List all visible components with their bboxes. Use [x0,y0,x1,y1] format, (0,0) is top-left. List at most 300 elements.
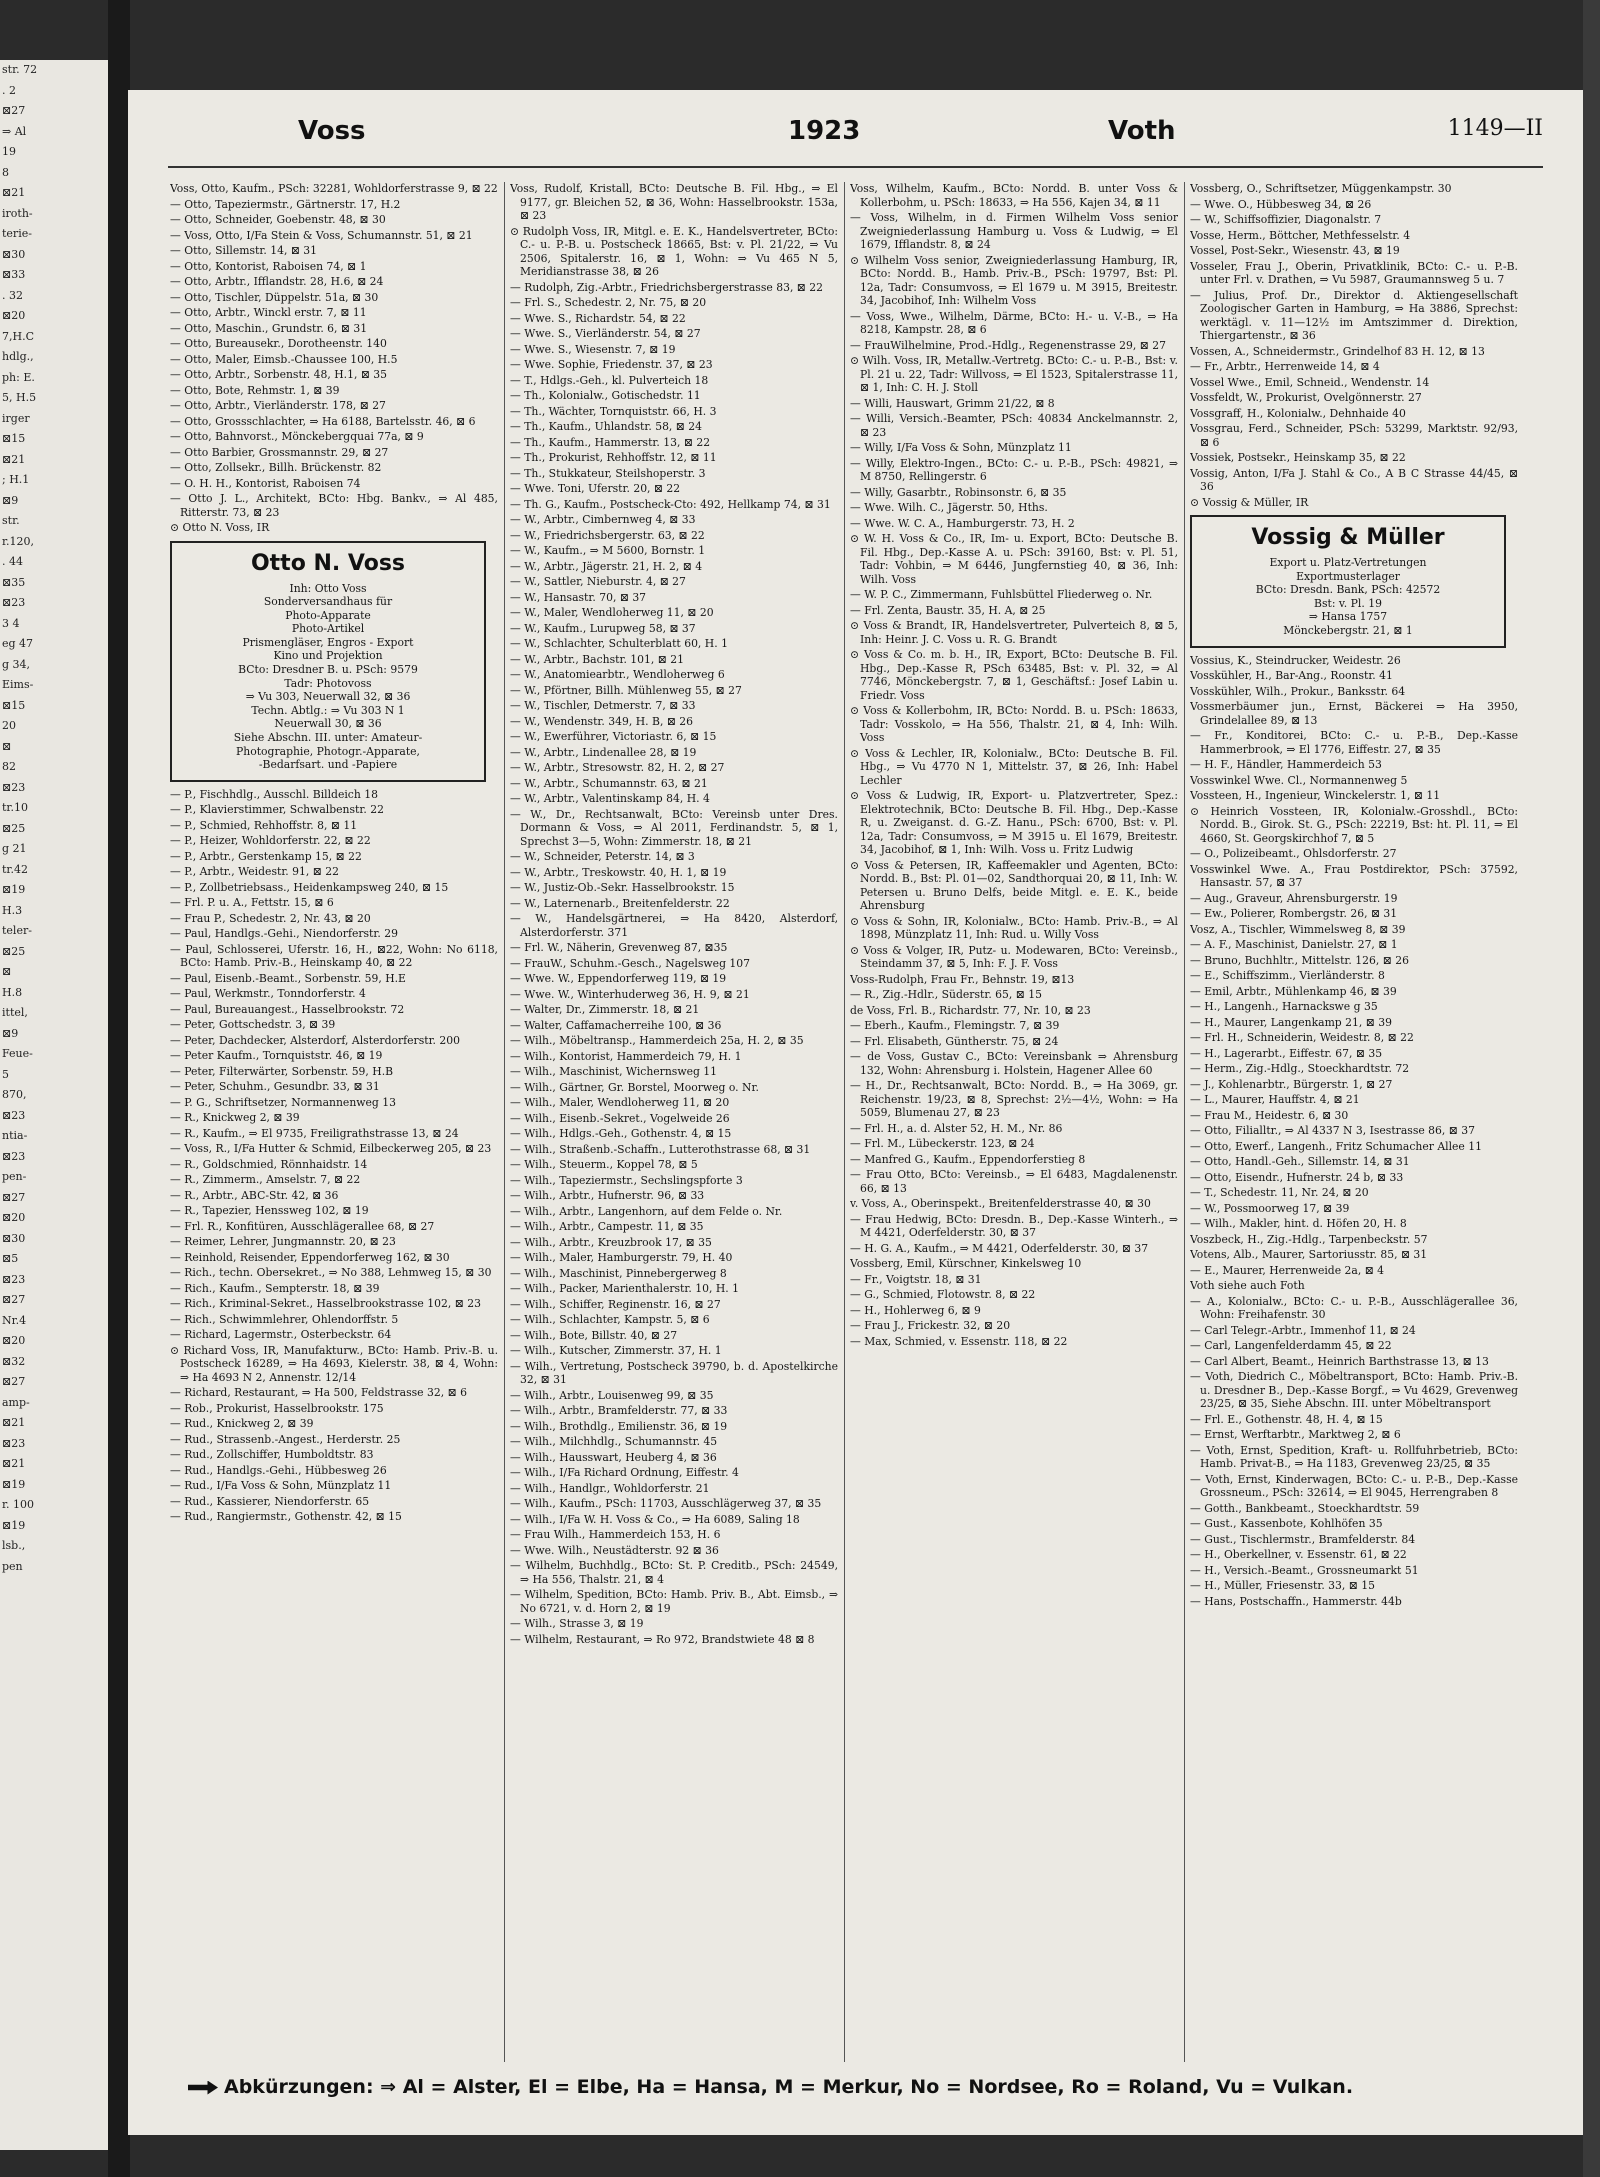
directory-entry: — Fr., Konditorei, BCto: C.- u. P.-B., Dep.-Kasse Hammerbrook, ⇒ El 1776, Eiffestr. 27, ⊠ 35 [1190,729,1518,756]
directory-entry: — Gust., Kassenbote, Kohlhöfen 35 [1190,1517,1383,1531]
directory-entry: ⊙ Heinrich Vossteen, IR, Kolonialw.-Grosshdl., BCto: Nordd. B., Girok. St. G., PSch: 22219, Bst: ht. Pl. 11, ⇒ El 4660, St. Georgskirchhof 7, ⊠ 5 [1190,804,1518,845]
previous-page-fragment-line: ⊠ [2,965,12,978]
directory-entry: — Frl. H., Schneiderin, Weidestr. 8, ⊠ 22 [1190,1031,1414,1045]
previous-page-fragment-line: eg 47 [2,637,34,650]
directory-entry: — Wilh., Kutscher, Zimmerstr. 37, H. 1 [510,1344,722,1357]
advertisement-line: BCto: Dresdn. Bank, PSch: 42572 [1255,583,1441,597]
directory-entry: — A., Kolonialw., BCto: C.- u. P.-B., Ausschlägerallee 36, Wohn: Freihafenstr. 30 [1190,1294,1518,1322]
previous-page-fragment-line: ⊠19 [2,1477,26,1491]
directory-entry: — P., Schmied, Rehhoffstr. 8, ⊠ 11 [170,818,358,832]
directory-entry: — Otto, Kontorist, Raboisen 74, ⊠ 1 [170,259,367,273]
directory-entry: — H., Maurer, Langenkamp 21, ⊠ 39 [1190,1015,1392,1029]
previous-page-fragment [0,60,111,2150]
previous-page-fragment-line: ⊠21 [2,452,26,466]
directory-entry: — Willy, Gasarbtr., Robinsonstr. 6, ⊠ 35 [850,485,1067,499]
directory-entry: Vossen, A., Schneidermstr., Grindelhof 83 H. 12, ⊠ 13 [1190,344,1485,358]
directory-entry: Voss, Wilhelm, Kaufm., BCto: Nordd. B. unter Voss & Kollerbohm, u. PSch: 18633, ⇒ Ha 556, Kajen 34, ⊠ 11 [850,182,1178,209]
previous-page-fragment-line: ⊠33 [2,268,26,281]
directory-entry: ⊙ Rudolph Voss, IR, Mitgl. e. E. K., Handelsvertreter, BCto: C.- u. P.-B. u. Postscheck 18665, Bst: v. Pl. 21/22, ⇒ Vu 2506, Spitalerstr. 16, ⊠ 1, Wohn: ⇒ Vu 465 N 5, Meridianstrasse 38, ⊠ 26 [510,224,838,278]
column-2-entries [510,182,838,1646]
directory-entry: — FrauWilhelmine, Prod.-Hdlg., Regenenstrasse 29, ⊠ 27 [850,338,1167,352]
directory-entry: — Wilh., Möbeltransp., Hammerdeich 25a, H. 2, ⊠ 35 [510,1034,804,1047]
previous-page-fragment-line: ⊠19 [2,1518,26,1532]
directory-entry: — R., Zimmerm., Amselstr. 7, ⊠ 22 [170,1173,361,1187]
previous-page-fragment-line: H.3 [2,903,23,917]
previous-page-fragment-line: ⊠25 [2,821,26,835]
directory-entry: Vosskühler, Wilh., Prokur., Banksstr. 64 [1190,684,1406,698]
directory-entry: Vossius, K., Steindrucker, Weidestr. 26 [1190,653,1401,667]
previous-page-fragment-line: ⊠19 [2,883,26,896]
directory-entry: — H., Oberkellner, v. Essenstr. 61, ⊠ 22 [1190,1548,1407,1562]
directory-entry: — W., Arbtr., Valentinskamp 84, H. 4 [510,792,710,805]
directory-entry: — Wilh., Eisenb.-Sekret., Vogelweide 26 [510,1111,730,1125]
previous-page-fragment-line: ⊠30 [2,247,26,261]
directory-entry: — Herm., Zig.-Hdlg., Stoeckhardtstr. 72 [1190,1062,1410,1076]
previous-page-fragment-line: hdlg., [2,350,34,363]
directory-entry: — P., Heizer, Wohldorferstr. 22, ⊠ 22 [170,834,371,848]
previous-page-fragment-line: g 21 [2,842,27,855]
directory-entry: — R., Goldschmied, Rönnhaidstr. 14 [170,1157,368,1171]
previous-page-fragment-line: str. [2,514,20,527]
book-gutter [108,0,130,2177]
previous-page-fragment-line: . 44 [2,555,23,568]
previous-page-fragment-line: . 2 [2,83,16,97]
directory-entry: — Voss, Wilhelm, in d. Firmen Wilhelm Voss senior Zweigniederlassung Hamburg u. Voss & Ludwig, ⇒ El 1679, Ifflandstr. 8, ⊠ 24 [850,211,1178,251]
directory-columns [170,182,1525,2062]
abbreviations-text: Abkürzungen: ⇒ Al = Alster, El = Elbe, Ha = Hansa, M = Merkur, No = Nordsee, Ro = Roland, Vu = Vulkan. [224,2076,1354,2098]
directory-entry: — Rich., Schwimmlehrer, Ohlendorffstr. 5 [170,1312,399,1326]
directory-entry: — Bruno, Buchhltr., Mittelstr. 126, ⊠ 26 [1190,953,1409,967]
directory-entry: — W., Anatomiearbtr., Wendloherweg 6 [510,668,725,681]
directory-entry: — Peter, Filterwärter, Sorbenstr. 59, H.B [170,1064,394,1078]
previous-page-fragment-line: teler- [2,924,32,937]
directory-entry: — R., Tapezier, Henssweg 102, ⊠ 19 [170,1204,369,1218]
previous-page-fragment-line: pen [2,1559,23,1573]
advertisement-line: Sonderversandhaus für [263,595,393,609]
directory-entry: — Wilh., Arbtr., Hufnerstr. 96, ⊠ 33 [510,1189,705,1202]
directory-entry: — Wilh., Makler, hint. d. Höfen 20, H. 8 [1190,1217,1407,1231]
directory-entry: — Rud., Handlgs.-Gehi., Hübbesweg 26 [170,1463,387,1477]
directory-entry: — W., Friedrichsbergerstr. 63, ⊠ 22 [510,528,705,542]
directory-entry: — Wilhelm, Spedition, BCto: Hamb. Priv. B., Abt. Eimsb., ⇒ No 6721, v. d. Horn 2, ⊠ 19 [510,1588,838,1615]
directory-entry: — Otto, Zollsekr., Billh. Brückenstr. 82 [170,461,382,474]
previous-page-fragment-line: 5 [2,1067,9,1081]
directory-entry: — Wwe. S., Richardstr. 54, ⊠ 22 [510,311,686,325]
column-rule [1184,182,1185,2062]
directory-entry: — Ernst, Werftarbtr., Marktweg 2, ⊠ 6 [1190,1428,1401,1442]
column-3-entries [850,182,1178,1348]
directory-entry: — Reinhold, Reisender, Eppendorferweg 162, ⊠ 30 [170,1250,450,1264]
previous-page-fragment-line: ph: E. [2,370,35,384]
previous-page-fragment-line: ⊠30 [2,1231,26,1245]
directory-entry: — Wilh., Hausswart, Heuberg 4, ⊠ 36 [510,1450,717,1464]
advertisement-line: Photo-Apparate [285,608,371,622]
directory-entry: Voth siehe auch Foth [1190,1279,1305,1293]
directory-entry: ⊙ Wilh. Voss, IR, Metallw.-Vertretg. BCto: C.- u. P.-B., Bst: v. Pl. 21 u. 22, Tadr: Willvoss, ⇒ El 1523, Spitalerstrasse 11, ⊠ 1, Inh: C. H. J. Stoll [850,354,1178,394]
running-head-left: Voss [298,116,366,146]
previous-page-fragment-line: ; H.1 [2,473,30,486]
directory-entry: Vosskühler, H., Bar-Ang., Roonstr. 41 [1190,669,1393,683]
directory-entry: ⊙ Voss & Ludwig, IR, Export- u. Platzvertreter, Spez.: Elektrotechnik, BCto: Deutsche B. Fil. Hbg., Dep.-Kasse R, u. Zweiganst. d. G.-Z. Hanu., PSch: 6700, Bst: v. Pl. 12a, Tadr: Consumvoss, ⇒ M 3915 u. El 1679, Breitestr. 34, Jacobihof, ⊠ 1, Inh: Wilh. Voss u. Fritz Ludwig [850,789,1178,856]
previous-page-fragment-line: 870, [2,1088,27,1101]
directory-entry: — Frau Hedwig, BCto: Dresdn. B., Dep.-Kasse Winterh., ⇒ M 4421, Oderfelderstr. 30, ⊠ 37 [850,1212,1178,1239]
directory-entry: — W., Tischler, Detmerstr. 7, ⊠ 33 [510,699,696,712]
directory-entry: — Frl. P. u. A., Fettstr. 15, ⊠ 6 [170,896,334,910]
previous-page-fragment-line: ⊠21 [2,1416,26,1429]
directory-entry: — Frl. W., Näherin, Grevenweg 87, ⊠35 [510,941,728,954]
directory-entry: — W., Pförtner, Billh. Mühlenweg 55, ⊠ 27 [510,683,742,697]
directory-entry: — Wilh., Kontorist, Hammerdeich 79, H. 1 [510,1049,742,1063]
previous-page-fragment-line: iroth- [2,206,33,220]
directory-entry: Voszbeck, H., Zig.-Hdlg., Tarpenbeckstr. 57 [1190,1232,1428,1246]
directory-entry: — Rudolph, Zig.-Arbtr., Friedrichsbergerstrasse 83, ⊠ 22 [510,280,824,294]
directory-entry: — E., Schiffszimm., Vierländerstr. 8 [1190,969,1385,983]
directory-entry: — Wilh., Hdlgs.-Geh., Gothenstr. 4, ⊠ 15 [510,1127,732,1140]
previous-page-fragment-line: 3 4 [2,616,20,630]
directory-entry: — Wilh., Maschinist, Wichernsweg 11 [510,1065,718,1078]
previous-page-fragment-line: ⊠32 [2,1354,26,1368]
directory-entry: — Wwe. Sophie, Friedenstr. 37, ⊠ 23 [510,358,713,371]
directory-entry: — Otto Barbier, Grossmannstr. 29, ⊠ 27 [170,445,389,459]
directory-entry: — Frl. E., Gothenstr. 48, H. 4, ⊠ 15 [1190,1412,1383,1426]
directory-entry: — Otto, Bahnvorst., Mönckebergquai 77a, ⊠ 9 [170,430,424,443]
previous-page-fragment-line: 82 [2,760,16,773]
advertisement-line: Siehe Abschn. III. unter: Amateur- [233,731,423,745]
directory-entry: — Th., Wächter, Tornquiststr. 66, H. 3 [510,404,717,418]
directory-entry: Vossgrau, Ferd., Schneider, PSch: 53299, Marktstr. 92/93, ⊠ 6 [1190,422,1518,449]
directory-entry: — Wilh., Bote, Billstr. 40, ⊠ 27 [510,1328,678,1342]
previous-page-fragment-line: ⊠20 [2,1211,26,1224]
previous-page-fragment-line: 19 [2,145,16,158]
directory-entry: — Rud., Strassenb.-Angest., Herderstr. 25 [170,1432,401,1446]
previous-page-fragment-line: ⊠23 [2,1436,26,1450]
previous-page-fragment-line: ⊠20 [2,1334,26,1347]
directory-entry: — W., Sattler, Nieburstr. 4, ⊠ 27 [510,575,686,588]
directory-entry: — Rud., Zollschiffer, Humboldtstr. 83 [170,1448,374,1462]
previous-page-fragment-line: ⊠ [2,739,12,753]
directory-entry: — Wilh., Arbtr., Louisenweg 99, ⊠ 35 [510,1388,714,1402]
directory-entry: — Voth, Ernst, Kinderwagen, BCto: C.- u. P.-B., Dep.-Kasse Grossneum., PSch: 32614, ⇒ El 9045, Herrengraben 8 [1190,1472,1518,1500]
directory-entry: Voss, Rudolf, Kristall, BCto: Deutsche B. Fil. Hbg., ⇒ El 9177, gr. Bleichen 52, ⊠ 36, Wohn: Hasselbrookstr. 153a, ⊠ 23 [510,182,838,222]
directory-entry: Vosswinkel Wwe. A., Frau Postdirektor, PSch: 37592, Hansastr. 57, ⊠ 37 [1190,862,1518,890]
directory-entry: — Walter, Caffamacherreihe 100, ⊠ 36 [510,1018,722,1032]
directory-entry: — W., Justiz-Ob.-Sekr. Hasselbrookstr. 15 [510,881,735,894]
directory-entry: — W., Schiffsoffizier, Diagonalstr. 7 [1190,213,1382,226]
directory-entry: Vossgraff, H., Kolonialw., Dehnhaide 40 [1190,406,1406,420]
previous-page-fragment-line: 20 [2,719,16,732]
directory-entry: — G., Schmied, Flotowstr. 8, ⊠ 22 [850,1288,1036,1301]
directory-entry: — Voss, Otto, I/Fa Stein & Voss, Schumannstr. 51, ⊠ 21 [170,228,473,242]
directory-entry: — Frau Wilh., Hammerdeich 153, H. 6 [510,1528,721,1541]
directory-entry: Vossel, Post-Sekr., Wiesenstr. 43, ⊠ 19 [1190,244,1400,257]
directory-entry: — J., Kohlenarbtr., Bürgerstr. 1, ⊠ 27 [1190,1077,1393,1091]
previous-page-fragment-line: Nr.4 [2,1313,27,1327]
directory-entry: — L., Maurer, Hauffstr. 4, ⊠ 21 [1190,1093,1360,1107]
directory-entry: — Wwe. W., Eppendorferweg 119, ⊠ 19 [510,972,727,985]
previous-page-fragment-line: ⊠27 [2,104,26,117]
directory-entry: v. Voss, A., Oberinspekt., Breitenfelderstrasse 40, ⊠ 30 [850,1197,1151,1210]
page-header [128,98,1583,168]
directory-entry: — Otto, Grossschlachter, ⇒ Ha 6188, Bartelsstr. 46, ⊠ 6 [170,414,476,428]
directory-entry: — Wilh., Tapeziermstr., Sechslingspforte 3 [510,1173,743,1187]
directory-entry: Vossmerbäumer jun., Ernst, Bäckerei ⇒ Ha 3950, Grindelallee 89, ⊠ 13 [1190,700,1518,727]
advertisement-lines [178,582,478,772]
pointing-hand-icon [188,2081,218,2095]
directory-entry: — Wilh., I/Fa Richard Ordnung, Eiffestr. 4 [510,1466,739,1479]
directory-entry: — Rich., techn. Obersekret., ⇒ No 388, Lehmweg 15, ⊠ 30 [170,1266,492,1280]
directory-entry: ⊙ Wilhelm Voss senior, Zweigniederlassung Hamburg, IR, BCto: Nordd. B., Hamb. Priv.-B., PSch: 19797, Bst: Pl. 12a, Tadr: Consumvoss, ⇒ El 1679 u. M 3915, Breitestr. 34, Jacobihof, Inh: Wilhelm Voss [850,253,1178,307]
abbreviations-footer [188,2076,1543,2098]
directory-entry: — Carl Albert, Beamt., Heinrich Barthstrasse 13, ⊠ 13 [1190,1354,1489,1368]
directory-entry: — Th., Kaufm., Uhlandstr. 58, ⊠ 24 [510,420,703,433]
directory-entry: — Willy, Elektro-Ingen., BCto: C.- u. P.-B., PSch: 49821, ⇒ M 8750, Rellingerstr. 6 [850,456,1178,483]
directory-entry: — Wwe. W., Winterhuderweg 36, H. 9, ⊠ 21 [510,987,750,1001]
directory-entry: ⊙ Otto N. Voss, IR [170,521,270,534]
directory-entry: — W., Ewerführer, Victoriastr. 6, ⊠ 15 [510,730,717,743]
previous-page-fragment-line: ⊠21 [2,186,26,199]
directory-entry: — W., Maler, Wendloherweg 11, ⊠ 20 [510,606,714,619]
directory-entry: — Wilh., Vertretung, Postscheck 39790, b. d. Apostelkirche 32, ⊠ 31 [510,1359,838,1386]
directory-entry: — Wwe. Wilh. C., Jägerstr. 50, Hths. [850,501,1048,514]
column-rule [504,182,505,2062]
directory-entry: — Rich., Kriminal-Sekret., Hasselbrookstrasse 102, ⊠ 23 [170,1297,481,1311]
directory-entry: — Otto, Ewerf., Langenh., Fritz Schumacher Allee 11 [1190,1139,1482,1153]
previous-page-fragment-line: ⇒ Al [2,124,27,138]
advertisement-line: -Bedarfsart. und -Papiere [258,758,398,772]
directory-entry: — T., Hdlgs.-Geh., kl. Pulverteich 18 [510,373,709,387]
directory-entry: ⊙ Voss & Lechler, IR, Kolonialw., BCto: Deutsche B. Fil. Hbg., ⇒ Vu 4770 N 1, Mittelstr. 37, ⊠ 26, Inh: Habel Lechler [850,746,1178,787]
column-1 [170,182,498,2062]
directory-entry: — Willi, Versich.-Beamter, PSch: 40834 Anckelmannstr. 2, ⊠ 23 [850,412,1178,439]
advertisement-title: Vossig & Müller [1251,525,1445,550]
page-edge [1583,0,1600,2177]
directory-entry: — Frau J., Frickestr. 32, ⊠ 20 [850,1319,1011,1332]
advertisement-title: Otto N. Voss [250,550,406,576]
directory-entry: ⊙ Vossig & Müller, IR [1190,495,1309,509]
directory-entry: — H., Versich.-Beamt., Grossneumarkt 51 [1190,1563,1419,1577]
directory-entry: — Frl. Zenta, Baustr. 35, H. A, ⊠ 25 [850,603,1046,617]
directory-entry: — Paul, Handlgs.-Gehi., Niendorferstr. 29 [170,927,398,941]
directory-entry: — W., Kaufm., ⇒ M 5600, Bornstr. 1 [510,544,706,557]
previous-page-fragment-line: ⊠23 [2,1272,26,1286]
previous-page-fragment-line: ⊠15 [2,698,26,712]
directory-entry: — Rud., Kassierer, Niendorferstr. 65 [170,1494,370,1508]
directory-entry: — P., Fischhdlg., Ausschl. Billdeich 18 [170,787,378,801]
directory-entry: — W., Possmoorweg 17, ⊠ 39 [1190,1201,1350,1215]
directory-entry: — Wilh., Arbtr., Campestr. 11, ⊠ 35 [510,1220,704,1233]
directory-entry: — Otto, Maler, Eimsb.-Chaussee 100, H.5 [170,352,398,366]
directory-entry: Vossberg, O., Schriftsetzer, Müggenkampstr. 30 [1190,182,1452,195]
advertisement-line: BCto: Dresdner B. u. PSch: 9579 [238,663,418,677]
column-rule [844,182,845,2062]
directory-entry: — Gust., Tischlermstr., Bramfelderstr. 84 [1190,1532,1416,1546]
previous-page-fragment-line: ⊠9 [2,1026,19,1040]
column-4-entries-b [1190,654,1518,1609]
directory-entry: — Wwe. Toni, Uferstr. 20, ⊠ 22 [510,482,681,495]
directory-entry: — O. H. H., Kontorist, Raboisen 74 [170,476,361,490]
directory-entry: — Voss, Wwe., Wilhelm, Därme, BCto: H.- u. V.-B., ⇒ Ha 8218, Kampstr. 28, ⊠ 6 [850,309,1178,336]
directory-entry: — Otto, Maschin., Grundstr. 6, ⊠ 31 [170,321,368,335]
directory-entry: — Rud., I/Fa Voss & Sohn, Münzplatz 11 [170,1479,392,1493]
directory-entry: — Th. G., Kaufm., Postscheck-Cto: 492, Hellkamp 74, ⊠ 31 [510,497,831,511]
previous-page-fragment-line: irger [2,411,30,425]
directory-entry: — Rich., Kaufm., Sempterstr. 18, ⊠ 39 [170,1281,380,1295]
directory-entry: — W., Schlachter, Schulterblatt 60, H. 1 [510,637,728,650]
directory-entry: — R., Zig.-Hdlr., Süderstr. 65, ⊠ 15 [850,988,1043,1001]
directory-entry: — Richard, Lagermstr., Osterbeckstr. 64 [170,1328,392,1342]
directory-entry: — Willy, I/Fa Voss & Sohn, Münzplatz 11 [850,441,1072,454]
advertisement-line: Neuerwall 30, ⊠ 36 [274,717,382,731]
directory-entry: — Voth, Ernst, Spedition, Kraft- u. Rollfuhrbetrieb, BCto: Hamb. Privat-B., ⇒ Ha 1183, Grevenweg 23/25, ⊠ 35 [1190,1443,1518,1471]
directory-entry: — W., Arbtr., Stresowstr. 82, H. 2, ⊠ 27 [510,761,725,774]
directory-entry: — Wilh., Strasse 3, ⊠ 19 [510,1617,644,1630]
directory-entry: — Voth, Diedrich C., Möbeltransport, BCto: Hamb. Priv.-B. u. Dresdner B., Dep.-Kasse Borgf., ⇒ Vu 4629, Grevenweg 23/25, ⊠ 35, Siehe Abschn. III. unter Möbeltransport [1190,1370,1518,1411]
directory-entry: — Wilh., Schiffer, Reginenstr. 16, ⊠ 27 [510,1297,721,1311]
directory-entry: — Wilh., Milchhdlg., Schumannstr. 45 [510,1435,718,1448]
advertisement-line: Kino und Projektion [273,649,383,663]
directory-page [128,90,1583,2135]
directory-entry: — Gotth., Bankbeamt., Stoeckhardtstr. 59 [1190,1501,1420,1515]
directory-entry: — H., Dr., Rechtsanwalt, BCto: Nordd. B., ⇒ Ha 3069, gr. Reichenstr. 19/23, ⊠ 8, Sprechst: 2½—4½, Wohn: ⇒ Ha 5059, Blumenau 27, ⊠ 23 [850,1079,1178,1119]
previous-page-fragment-line: r. 100 [2,1498,35,1511]
column-4 [1190,182,1518,2062]
directory-entry: Vosse, Herm., Böttcher, Methfesselstr. 4 [1190,228,1411,242]
column-2 [510,182,838,2062]
previous-page-fragment-line: ⊠9 [2,493,19,507]
directory-entry: — W., Arbtr., Cimbernweg 4, ⊠ 33 [510,513,696,526]
directory-entry: — Otto, Sillemstr. 14, ⊠ 31 [170,244,318,257]
directory-entry: — Julius, Prof. Dr., Direktor d. Aktiengesellschaft Zoologischer Garten in Hamburg, ⇒ Ha 3886, Sprechst: werktägl. v. 11—12½ im Amtszimmer d. Direktion, Thiergartenstr., ⊠ 36 [1190,288,1518,342]
directory-entry: — Frau Otto, BCto: Vereinsb., ⇒ El 6483, Magdalenenstr. 66, ⊠ 13 [850,1168,1178,1195]
directory-entry: — Wilh., Arbtr., Bramfelderstr. 77, ⊠ 33 [510,1404,728,1417]
directory-entry: — Rud., Rangiermstr., Gothenstr. 42, ⊠ 15 [170,1510,402,1524]
directory-entry: — W., Arbtr., Schumannstr. 63, ⊠ 21 [510,776,708,790]
directory-entry: Voss-Rudolph, Frau Fr., Behnstr. 19, ⊠13 [850,972,1075,986]
directory-entry: — A. F., Maschinist, Danielstr. 27, ⊠ 1 [1190,938,1398,952]
directory-entry: — Frl. S., Schedestr. 2, Nr. 75, ⊠ 20 [510,296,707,309]
previous-page-fragment-line: amp- [2,1395,30,1409]
directory-entry: — O., Polizeibeamt., Ohlsdorferstr. 27 [1190,847,1397,861]
directory-entry: — Paul, Bureauangest., Hasselbrookstr. 72 [170,1002,405,1016]
directory-entry: — Wilh., Brothdlg., Emilienstr. 36, ⊠ 19 [510,1419,728,1433]
directory-entry: — H. F., Händler, Hammerdeich 53 [1190,758,1382,772]
previous-page-fragment-line: ⊠20 [2,309,26,322]
previous-page-fragment-line: lsb., [2,1539,26,1552]
directory-entry: Voss, Otto, Kaufm., PSch: 32281, Wohldorferstrasse 9, ⊠ 22 [170,182,498,195]
directory-entry: Vosseler, Frau J., Oberin, Privatklinik, BCto: C.- u. P.-B. unter Frl. v. Drathen, ⇒ Vu 5987, Graumannsweg 5 u. 7 [1190,259,1518,286]
directory-entry: — Peter, Gottschedstr. 3, ⊠ 39 [170,1018,336,1032]
directory-entry: Vossiek, Postsekr., Heinskamp 35, ⊠ 22 [1190,451,1406,464]
previous-page-fragment-line: 5, H.5 [2,391,37,404]
directory-entry: — W., Schneider, Peterstr. 14, ⊠ 3 [510,850,695,863]
advertisement-line: ⇒ Hansa 1757 [1308,610,1388,624]
directory-entry: — H., Lagerarbt., Eiffestr. 67, ⊠ 35 [1190,1046,1383,1060]
directory-entry: — Th., Stukkateur, Steilshoperstr. 3 [510,466,706,480]
advertisement-line: Techn. Abtlg.: ⇒ Vu 303 N 1 [251,703,405,717]
previous-page-fragment-line: 8 [2,165,9,179]
directory-entry: — Voss, R., I/Fa Hutter & Schmid, Eilbeckerweg 205, ⊠ 23 [170,1142,492,1156]
column-3 [850,182,1178,2062]
directory-entry: — P., Klavierstimmer, Schwalbenstr. 22 [170,803,384,817]
directory-entry: de Voss, Frl. B., Richardstr. 77, Nr. 10, ⊠ 23 [850,1003,1091,1017]
directory-entry: — Paul, Schlosserei, Uferstr. 16, H., ⊠22, Wohn: No 6118, BCto: Hamb. Priv.-B., Heinskamp 40, ⊠ 22 [170,942,498,970]
directory-entry: — Wilh., I/Fa W. H. Voss & Co., ⇒ Ha 6089, Saling 18 [510,1512,800,1526]
directory-entry: Vossig, Anton, I/Fa J. Stahl & Co., A B C Strasse 44/45, ⊠ 36 [1190,466,1518,493]
directory-entry: — Th., Kolonialw., Gotischedstr. 11 [510,389,701,402]
directory-entry: — W., Laternenarb., Breitenfelderstr. 22 [510,896,730,910]
directory-entry: — Otto, Tischler, Düppelstr. 51a, ⊠ 30 [170,290,379,304]
previous-page-fragment-line: ⊠27 [2,1375,26,1388]
advertisement-line: ⇒ Vu 303, Neuerwall 32, ⊠ 36 [245,690,411,704]
previous-page-fragment-line: ⊠23 [2,1108,26,1122]
directory-entry: — Wilh., Kaufm., PSch: 11703, Ausschlägerweg 37, ⊠ 35 [510,1497,822,1510]
directory-entry: — Carl Telegr.-Arbtr., Immenhof 11, ⊠ 24 [1190,1323,1416,1337]
directory-entry: — Paul, Werkmstr., Tonndorferstr. 4 [170,987,366,1001]
directory-entry: — P. G., Schriftsetzer, Normannenweg 13 [170,1095,396,1109]
previous-page-fragment-line: ⊠35 [2,575,26,589]
directory-entry: — Wilh., Gärtner, Gr. Borstel, Moorweg o. Nr. [510,1080,759,1094]
directory-entry: — Richard, Restaurant, ⇒ Ha 500, Feldstrasse 32, ⊠ 6 [170,1386,467,1400]
directory-entry: ⊙ Voss & Co. m. b. H., IR, Export, BCto: Deutsche B. Fil. Hbg., Dep.-Kasse R, PSch 63485, Bst: v. Pl. 32, ⇒ Al 7746, Mönckebergstr. 7, ⊠ 1, Geschäftsf.: Josef Labin u. Friedr. Voss [850,648,1178,702]
previous-page-fragment-line: 7,H.C [2,329,35,343]
directory-entry: — Otto, Handl.-Geh., Sillemstr. 14, ⊠ 31 [1190,1155,1410,1169]
directory-entry: — Wwe. O., Hübbesweg 34, ⊠ 26 [1190,197,1372,211]
directory-entry: ⊙ Voss & Petersen, IR, Kaffeemakler und Agenten, BCto: Nordd. B., Bst: Pl. 01—02, Sandthorquai 20, ⊠ 11, Inh: W. Petersen u. Bruno Delfs, beide Mitgl. e. E. K., beide Ahrensburg [850,858,1178,912]
directory-entry: — H. G. A., Kaufm., ⇒ M 4421, Oderfelderstr. 30, ⊠ 37 [850,1241,1149,1255]
directory-entry: — R., Knickweg 2, ⊠ 39 [170,1111,300,1125]
previous-page-fragment-line: ⊠23 [2,1149,26,1163]
directory-entry: — R., Kaufm., ⇒ El 9735, Freiligrathstrasse 13, ⊠ 24 [170,1126,459,1140]
directory-entry: — W., Arbtr., Bachstr. 101, ⊠ 21 [510,652,684,666]
directory-entry: Vossel Wwe., Emil, Schneid., Wendenstr. 14 [1190,375,1430,389]
previous-page-fragment-line: Feue- [2,1047,33,1060]
previous-page-fragment-line: tr.42 [2,862,28,876]
directory-entry: — H., Müller, Friesenstr. 33, ⊠ 15 [1190,1579,1376,1593]
directory-entry: — Otto, Arbtr., Sorbenstr. 48, H.1, ⊠ 35 [170,368,388,381]
directory-entry: Votens, Alb., Maurer, Sartoriusstr. 85, ⊠ 31 [1190,1248,1428,1262]
directory-entry: — Wilh., Packer, Marienthalerstr. 10, H. 1 [510,1282,739,1295]
directory-entry: — de Voss, Gustav C., BCto: Vereinsbank ⇒ Ahrensburg 132, Wohn: Ahrensburg i. Holstein, Hagener Allee 60 [850,1050,1178,1077]
directory-entry: — Wwe. S., Wiesenstr. 7, ⊠ 19 [510,342,676,356]
previous-page-fragment-line: . 32 [2,288,23,302]
directory-entry: — Wilh., Arbtr., Langenhorn, auf dem Felde o. Nr. [510,1204,783,1218]
running-head-right: Voth [1108,116,1176,146]
previous-page-fragment-line: str. 72 [2,63,38,76]
directory-entry: — Eberh., Kaufm., Flemingstr. 7, ⊠ 39 [850,1019,1060,1032]
directory-entry: — Rud., Knickweg 2, ⊠ 39 [170,1417,314,1431]
directory-entry: — Peter Kaufm., Tornquiststr. 46, ⊠ 19 [170,1049,383,1063]
directory-entry: — Wwe. Wilh., Neustädterstr. 92 ⊠ 36 [510,1543,719,1557]
directory-entry: — Wilhelm, Restaurant, ⇒ Ro 972, Brandstwiete 48 ⊠ 8 [510,1632,815,1646]
directory-entry: — Wilh., Steuerm., Koppel 78, ⊠ 5 [510,1158,698,1171]
directory-entry: ⊙ Voss & Brandt, IR, Handelsvertreter, Pulverteich 8, ⊠ 5, Inh: Heinr. J. C. Voss u. R. G. Brandt [850,619,1178,646]
directory-entry: ⊙ Voss & Sohn, IR, Kolonialw., BCto: Hamb. Priv.-B., ⇒ Al 1898, Münzplatz 11, Inh: Rud. u. Willy Voss [850,914,1178,941]
directory-entry: — Walter, Dr., Zimmerstr. 18, ⊠ 21 [510,1003,700,1016]
previous-page-fragment-line: ntia- [2,1129,28,1142]
advertisement-line: Prismengläser, Engros - Export [242,635,414,649]
advertisement-line: Export u. Platz-Vertretungen [1269,556,1427,569]
column-1-entries-b [170,788,498,1524]
directory-entry: — Otto, Bote, Rehmstr. 1, ⊠ 39 [170,383,340,397]
directory-entry: — Rob., Prokurist, Hasselbrookstr. 175 [170,1401,384,1415]
previous-page-fragment-line: g 34, [2,657,31,671]
directory-entry: — Wilh., Maler, Wendloherweg 11, ⊠ 20 [510,1096,730,1109]
directory-entry: — P., Zollbetriebsass., Heidenkampsweg 240, ⊠ 15 [170,880,449,894]
advertisement-line: Mönckebergstr. 21, ⊠ 1 [1283,623,1413,637]
directory-entry: Vossfeldt, W., Prokurist, Ovelgönnerstr. 27 [1190,391,1422,404]
directory-entry: — Otto, Schneider, Goebenstr. 48, ⊠ 30 [170,213,386,226]
advertisement-line: Photographie, Photogr.-Apparate, [236,744,420,758]
